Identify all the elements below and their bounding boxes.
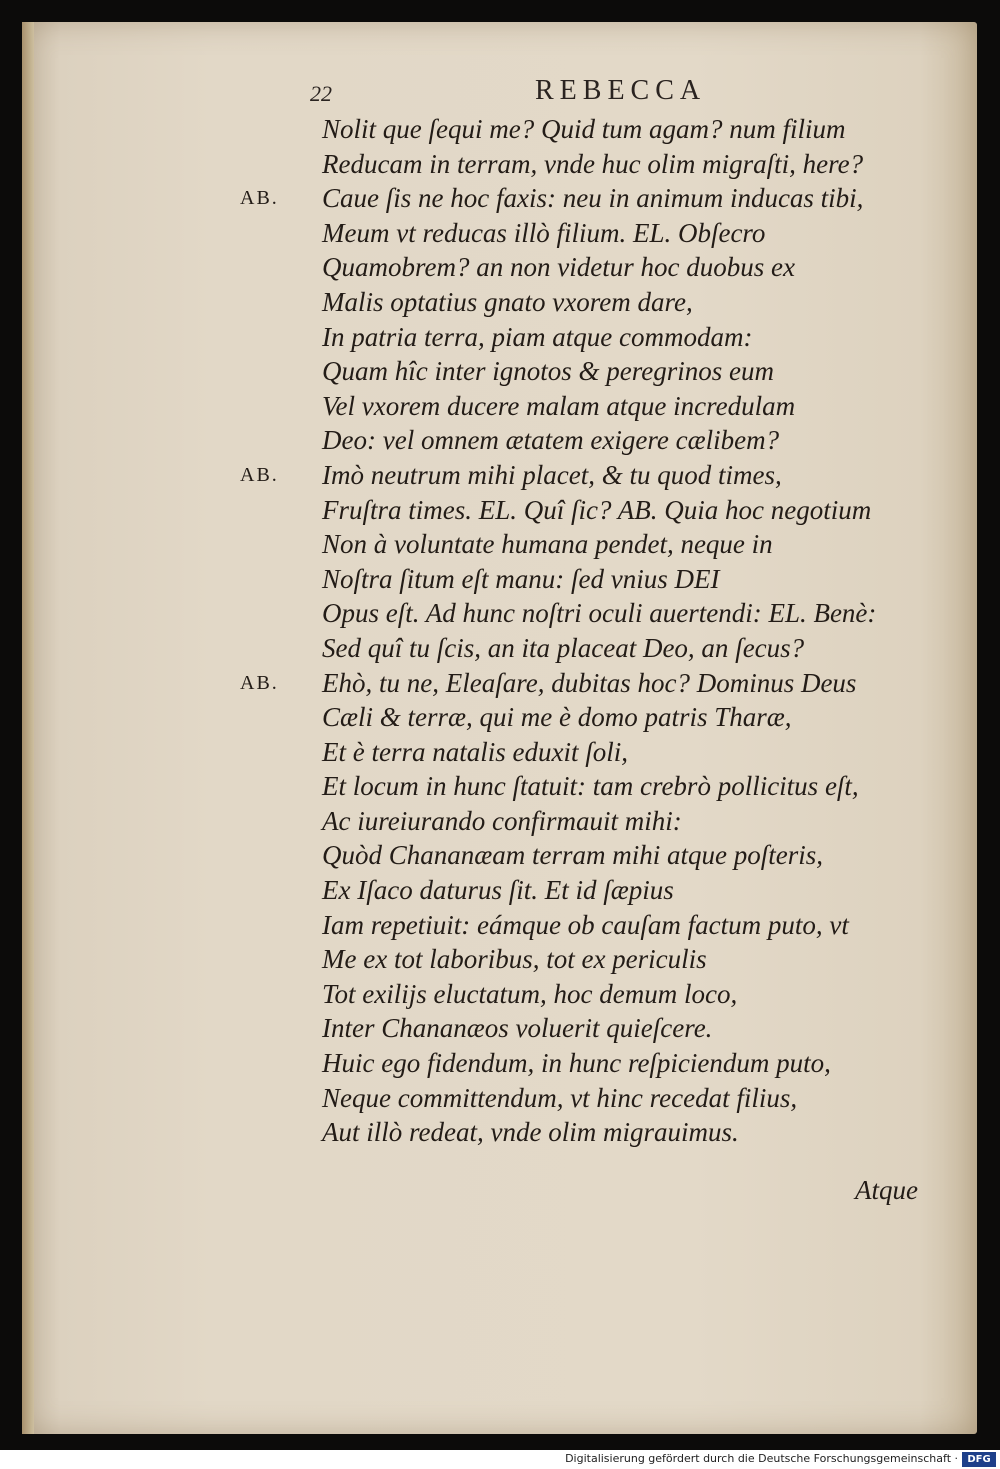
verse-text: Quamobrem? an non videtur hoc duobus ex xyxy=(322,252,795,283)
verse-text: Ex Iſaco daturus ſit. Et id ſæpius xyxy=(322,875,674,906)
verse-line xyxy=(240,838,940,873)
verse-text: Quòd Chananæam terram mihi atque poſteris, xyxy=(322,840,824,871)
verse-line xyxy=(240,458,940,493)
verse-line xyxy=(240,1011,940,1046)
verse-line xyxy=(240,908,940,943)
verse-text: Et è terra natalis eduxit ſoli, xyxy=(322,736,628,767)
verse-line xyxy=(240,320,940,355)
verse-line xyxy=(240,354,940,389)
verse-text: Meum vt reducas illò filium. EL. Obſecro xyxy=(322,217,766,248)
catchword: Atque xyxy=(855,1175,918,1205)
verse-text: Tot exilijs eluctatum, hoc demum loco, xyxy=(322,978,738,1009)
verse-text: Non à voluntate humana pendet, neque in xyxy=(322,529,773,560)
verse-text: Imò neutrum mihi placet, & tu quod times, xyxy=(322,459,782,490)
dfg-logo: DFG xyxy=(962,1452,996,1467)
verse-line xyxy=(240,285,940,320)
verse-line xyxy=(240,735,940,770)
verse-line xyxy=(240,596,940,631)
verse-line xyxy=(240,216,940,251)
verse-text: Fruſtra times. EL. Quî ſic? AB. Quia hoc negotium xyxy=(322,494,872,525)
verse-block xyxy=(240,112,940,1150)
speaker-label: AB. xyxy=(240,671,279,694)
verse-line xyxy=(240,1115,940,1150)
verse-text: Malis optatius gnato vxorem dare, xyxy=(322,286,693,317)
verse-text: Neque committendum, vt hinc recedat filius, xyxy=(322,1082,798,1113)
verse-line xyxy=(240,977,940,1012)
verse-line xyxy=(240,389,940,424)
verse-text: In patria terra, piam atque commodam: xyxy=(322,321,753,352)
verse-text: Me ex tot laboribus, tot ex periculis xyxy=(322,944,707,975)
verse-line xyxy=(240,700,940,735)
verse-line xyxy=(240,181,940,216)
verse-text: Caue ſis ne hoc faxis: neu in animum inducas tibi, xyxy=(322,183,864,214)
verse-line xyxy=(240,1081,940,1116)
verse-text: Ac iureiurando confirmauit mihi: xyxy=(322,805,682,836)
footer-bar xyxy=(0,1450,1000,1469)
verse-text: Et locum in hunc ſtatuit: tam crebrò pollicitus eſt, xyxy=(322,771,859,802)
verse-text: Aut illò redeat, vnde olim migrauimus. xyxy=(322,1117,739,1148)
verse-text: Reducam in terram, vnde huc olim migraſti, here? xyxy=(322,148,864,179)
speaker-label: AB. xyxy=(240,463,279,486)
verse-text: Cæli & terræ, qui me è domo patris Tharæ, xyxy=(322,702,792,733)
verse-text: Sed quî tu ſcis, an ita placeat Deo, an ſecus? xyxy=(322,632,805,663)
verse-line xyxy=(240,562,940,597)
verse-line xyxy=(240,769,940,804)
verse-line xyxy=(240,631,940,666)
verse-line xyxy=(240,804,940,839)
verse-line xyxy=(240,147,940,182)
page-header xyxy=(310,75,730,115)
page-edge xyxy=(22,22,34,1434)
page-number: 22 xyxy=(310,81,332,106)
verse-line xyxy=(240,493,940,528)
verse-text: Nolit que ſequi me? Quid tum agam? num filium xyxy=(322,114,846,144)
verse-line xyxy=(240,527,940,562)
verse-line xyxy=(240,112,940,147)
verse-line xyxy=(240,942,940,977)
verse-text: Vel vxorem ducere malam atque incredulam xyxy=(322,390,796,421)
footer-credit: Digitalisierung gefördert durch die Deutsche Forschungsgemeinschaft · xyxy=(565,1452,958,1465)
verse-line xyxy=(240,666,940,701)
verse-line xyxy=(240,423,940,458)
verse-line xyxy=(240,250,940,285)
verse-line xyxy=(240,1046,940,1081)
verse-text: Inter Chananæos voluerit quieſcere. xyxy=(322,1013,713,1044)
verse-text: Opus eſt. Ad hunc noſtri oculi auertendi: EL. Benè: xyxy=(322,598,877,629)
speaker-label: AB. xyxy=(240,187,279,210)
verse-text: Noſtra ſitum eſt manu: ſed vnius DEI xyxy=(322,563,720,594)
running-title: REBECCA xyxy=(535,75,707,106)
verse-text: Huic ego fidendum, in hunc reſpiciendum puto, xyxy=(322,1048,831,1079)
verse-text: Iam repetiuit: eámque ob cauſam factum puto, vt xyxy=(322,909,849,940)
verse-line xyxy=(240,873,940,908)
verse-text: Quam hîc inter ignotos & peregrinos eum xyxy=(322,356,774,387)
verse-text: Ehò, tu ne, Eleaſare, dubitas hoc? Dominus Deus xyxy=(322,667,857,698)
verse-text: Deo: vel omnem ætatem exigere cælibem? xyxy=(322,425,780,456)
